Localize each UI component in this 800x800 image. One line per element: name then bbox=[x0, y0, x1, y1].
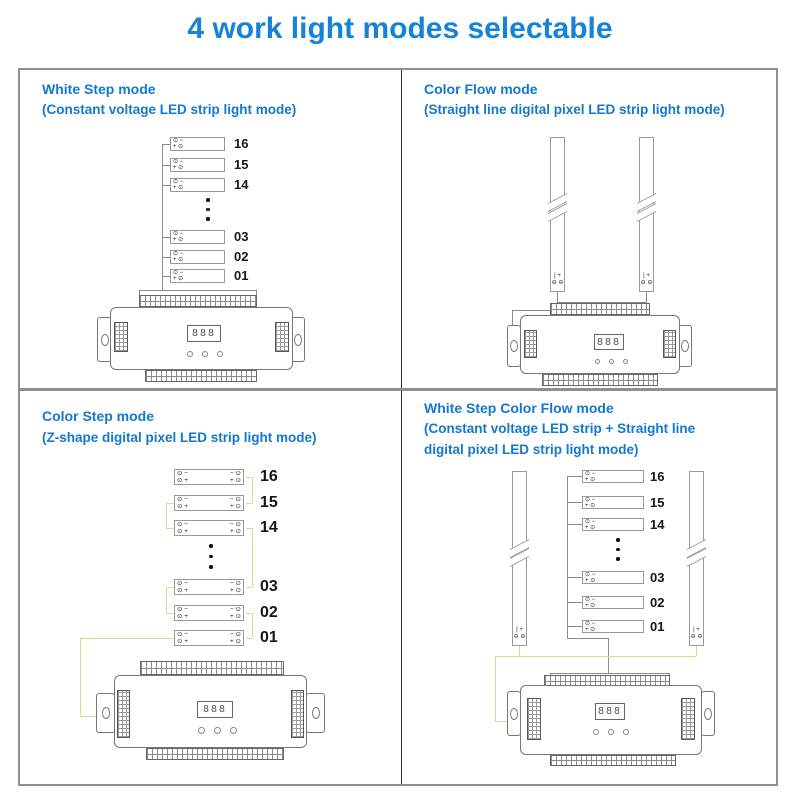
wire-yellow bbox=[246, 638, 252, 639]
ellipsis-dots bbox=[206, 198, 210, 221]
wire bbox=[162, 185, 170, 186]
strip-number: 02 bbox=[234, 249, 249, 264]
terminal-marks: ⊙ − bbox=[173, 231, 184, 237]
mode-subtitle: (Z-shape digital pixel LED strip light mode) bbox=[42, 430, 317, 445]
strip-number: 01 bbox=[234, 268, 249, 283]
mode-title: White Step mode bbox=[42, 81, 156, 97]
wire bbox=[557, 292, 558, 302]
terminal-marks: ⊙ − bbox=[585, 519, 596, 525]
wire bbox=[162, 144, 170, 145]
terminal-marks: + ⊙ bbox=[585, 603, 596, 609]
control-button bbox=[623, 359, 628, 364]
led-strip bbox=[170, 137, 225, 151]
wire bbox=[567, 577, 582, 578]
mounting-ear bbox=[507, 325, 521, 367]
terminal-marks: + ⊙ bbox=[585, 578, 596, 584]
strip-number: 14 bbox=[650, 517, 665, 532]
terminal-marks: + ⊙ bbox=[173, 185, 184, 191]
mounting-ear bbox=[96, 693, 115, 733]
wire bbox=[162, 257, 170, 258]
strip-number: 16 bbox=[260, 468, 278, 485]
wire bbox=[162, 276, 170, 277]
terminal-marks: ⊙ − bbox=[585, 597, 596, 603]
wire bbox=[567, 476, 568, 638]
mounting-ear bbox=[701, 691, 715, 736]
terminal-marks: + ⊙ bbox=[585, 525, 596, 531]
terminal-marks: ⊙ − bbox=[585, 572, 596, 578]
led-strip bbox=[582, 596, 644, 609]
wire bbox=[646, 292, 647, 302]
control-button bbox=[214, 727, 221, 734]
strip-number: 02 bbox=[260, 604, 278, 621]
terminal-block-bottom bbox=[145, 370, 257, 382]
led-strip bbox=[170, 269, 225, 283]
ellipsis-dots bbox=[616, 538, 620, 561]
wire-yellow bbox=[166, 528, 174, 529]
wire bbox=[567, 602, 582, 603]
wire-yellow bbox=[246, 587, 252, 588]
panel-white-step-color-flow-mode bbox=[402, 391, 776, 784]
wire bbox=[162, 237, 170, 238]
led-strip bbox=[582, 518, 644, 531]
side-connector-right bbox=[681, 698, 695, 740]
strip-number: 16 bbox=[650, 469, 665, 484]
led-strip: ⊙ − ⊙ + − ⊙ + ⊙ bbox=[174, 630, 244, 646]
strip-number: 16 bbox=[234, 136, 249, 151]
led-strip bbox=[170, 250, 225, 264]
wire-yellow bbox=[166, 613, 174, 614]
terminal-marks: ⊙ − bbox=[173, 138, 184, 144]
side-connector-right bbox=[663, 330, 676, 358]
terminal-marks: + ⊙ bbox=[173, 257, 184, 263]
wire bbox=[567, 638, 608, 639]
wire-yellow bbox=[246, 503, 252, 504]
mounting-ear bbox=[507, 691, 521, 736]
control-button bbox=[230, 727, 237, 734]
led-strip: ⊙ − ⊙ + − ⊙ + ⊙ bbox=[174, 469, 244, 485]
mounting-hole bbox=[510, 340, 518, 352]
terminal-marks: | + ⊖ ⊖ bbox=[551, 273, 564, 286]
wire-yellow bbox=[166, 587, 174, 588]
led-strip bbox=[582, 571, 644, 584]
mode-subtitle: (Constant voltage LED strip + Straight line bbox=[424, 421, 696, 436]
terminal-block-bottom bbox=[146, 748, 284, 760]
terminal-marks: + ⊙ bbox=[173, 144, 184, 150]
strip-number: 14 bbox=[234, 177, 249, 192]
strip-number: 01 bbox=[650, 619, 665, 634]
led-strip: ⊙ − ⊙ + − ⊙ + ⊙ bbox=[174, 520, 244, 536]
wire-yellow bbox=[252, 528, 253, 587]
terminal-marks: | + ⊖ ⊖ bbox=[513, 627, 526, 640]
led-strip bbox=[170, 178, 225, 192]
mounting-hole bbox=[510, 708, 518, 720]
wire bbox=[567, 524, 582, 525]
mode-subtitle: (Straight line digital pixel LED strip light mode) bbox=[424, 102, 725, 117]
terminal-marks: ⊙ − bbox=[173, 251, 184, 257]
mode-title: Color Step mode bbox=[42, 408, 155, 424]
ellipsis-dots bbox=[209, 544, 213, 569]
panel-color-flow-mode bbox=[402, 70, 776, 388]
side-connector-left bbox=[524, 330, 537, 358]
wire bbox=[567, 476, 582, 477]
controller-body bbox=[520, 685, 702, 755]
mode-title: White Step Color Flow mode bbox=[424, 400, 614, 416]
terminal-marks: + ⊙ bbox=[585, 477, 596, 483]
terminal-marks: ⊙ − bbox=[173, 270, 184, 276]
side-connector-right bbox=[275, 322, 289, 352]
strip-number: 01 bbox=[260, 629, 278, 646]
seven-segment-display: 888 bbox=[187, 325, 221, 342]
strip-number: 03 bbox=[260, 578, 278, 595]
wire bbox=[162, 165, 170, 166]
led-strip: ⊙ − ⊙ + − ⊙ + ⊙ bbox=[174, 495, 244, 511]
terminal-marks: ⊙ − bbox=[173, 179, 184, 185]
led-strip bbox=[170, 230, 225, 244]
mounting-hole bbox=[312, 707, 320, 719]
terminal-block-bottom bbox=[550, 755, 676, 766]
wire-yellow bbox=[80, 638, 81, 716]
mode-subtitle: (Constant voltage LED strip light mode) bbox=[42, 102, 297, 117]
wire bbox=[567, 502, 582, 503]
wire bbox=[550, 673, 670, 674]
pixel-strip-vertical bbox=[550, 137, 565, 292]
wire-yellow bbox=[166, 503, 167, 528]
mode-title: Color Flow mode bbox=[424, 81, 538, 97]
control-button bbox=[593, 729, 599, 735]
strip-number: 15 bbox=[650, 495, 665, 510]
control-button bbox=[623, 729, 629, 735]
terminal-marks: + ⊙ bbox=[585, 503, 596, 509]
wire-yellow bbox=[252, 477, 253, 503]
strip-number: 15 bbox=[260, 494, 278, 511]
wire-yellow bbox=[80, 638, 174, 639]
wire-yellow bbox=[166, 587, 167, 613]
mode-subtitle: digital pixel LED strip light mode) bbox=[424, 442, 639, 457]
control-button bbox=[198, 727, 205, 734]
control-button bbox=[217, 351, 223, 357]
terminal-marks: ⊙ − bbox=[585, 621, 596, 627]
wire-yellow bbox=[696, 646, 697, 656]
mounting-hole bbox=[681, 340, 689, 352]
side-connector-left bbox=[527, 698, 541, 740]
terminal-marks: ⊙ − bbox=[585, 497, 596, 503]
pixel-strip-vertical bbox=[639, 137, 654, 292]
wire bbox=[567, 626, 582, 627]
control-button bbox=[202, 351, 208, 357]
control-button bbox=[608, 729, 614, 735]
mounting-hole bbox=[102, 707, 110, 719]
mode-grid bbox=[18, 68, 778, 786]
seven-segment-display: 888 bbox=[197, 701, 233, 718]
pixel-strip-vertical bbox=[512, 471, 527, 646]
side-connector-left bbox=[117, 690, 130, 738]
strip-number: 03 bbox=[234, 229, 249, 244]
mounting-hole bbox=[704, 708, 712, 720]
terminal-block-top bbox=[550, 303, 650, 315]
led-strip bbox=[170, 158, 225, 172]
panel-color-step-mode bbox=[20, 391, 401, 784]
page-title: 4 work light modes selectable bbox=[187, 12, 613, 45]
wire-yellow bbox=[519, 646, 520, 656]
mounting-ear bbox=[306, 693, 325, 733]
strip-number: 15 bbox=[234, 157, 249, 172]
wire-yellow bbox=[166, 503, 174, 504]
seven-segment-display: 888 bbox=[594, 334, 624, 350]
terminal-block-bottom bbox=[542, 374, 658, 386]
mounting-hole bbox=[101, 334, 109, 346]
led-strip bbox=[582, 470, 644, 483]
strip-number: 14 bbox=[260, 519, 278, 536]
mounting-hole bbox=[294, 334, 302, 346]
terminal-marks: + ⊙ bbox=[585, 627, 596, 633]
led-strip: ⊙ − ⊙ + − ⊙ + ⊙ bbox=[174, 579, 244, 595]
control-button bbox=[595, 359, 600, 364]
wire bbox=[139, 290, 257, 291]
terminal-block-top bbox=[140, 661, 284, 675]
side-connector-left bbox=[114, 322, 128, 352]
led-strip bbox=[582, 496, 644, 509]
led-strip bbox=[582, 620, 644, 633]
terminal-marks: | + ⊖ ⊖ bbox=[690, 627, 703, 640]
terminal-block-top bbox=[139, 295, 257, 307]
wire-yellow bbox=[495, 656, 696, 657]
strip-number: 03 bbox=[650, 570, 665, 585]
terminal-marks: + ⊙ bbox=[173, 165, 184, 171]
pixel-strip-vertical bbox=[689, 471, 704, 646]
panel-white-step-mode bbox=[20, 70, 401, 388]
terminal-marks: + ⊙ bbox=[173, 276, 184, 282]
strip-number: 02 bbox=[650, 595, 665, 610]
wire-yellow bbox=[495, 656, 496, 721]
terminal-marks: ⊙ − bbox=[585, 471, 596, 477]
terminal-marks: | + ⊖ ⊖ bbox=[640, 273, 653, 286]
terminal-marks: ⊙ − bbox=[173, 159, 184, 165]
seven-segment-display: 888 bbox=[595, 703, 625, 720]
terminal-marks: + ⊙ bbox=[173, 237, 184, 243]
control-button bbox=[187, 351, 193, 357]
side-connector-right bbox=[291, 690, 304, 738]
wire-yellow bbox=[252, 613, 253, 638]
mounting-ear bbox=[678, 325, 692, 367]
led-strip: ⊙ − ⊙ + − ⊙ + ⊙ bbox=[174, 605, 244, 621]
control-button bbox=[609, 359, 614, 364]
